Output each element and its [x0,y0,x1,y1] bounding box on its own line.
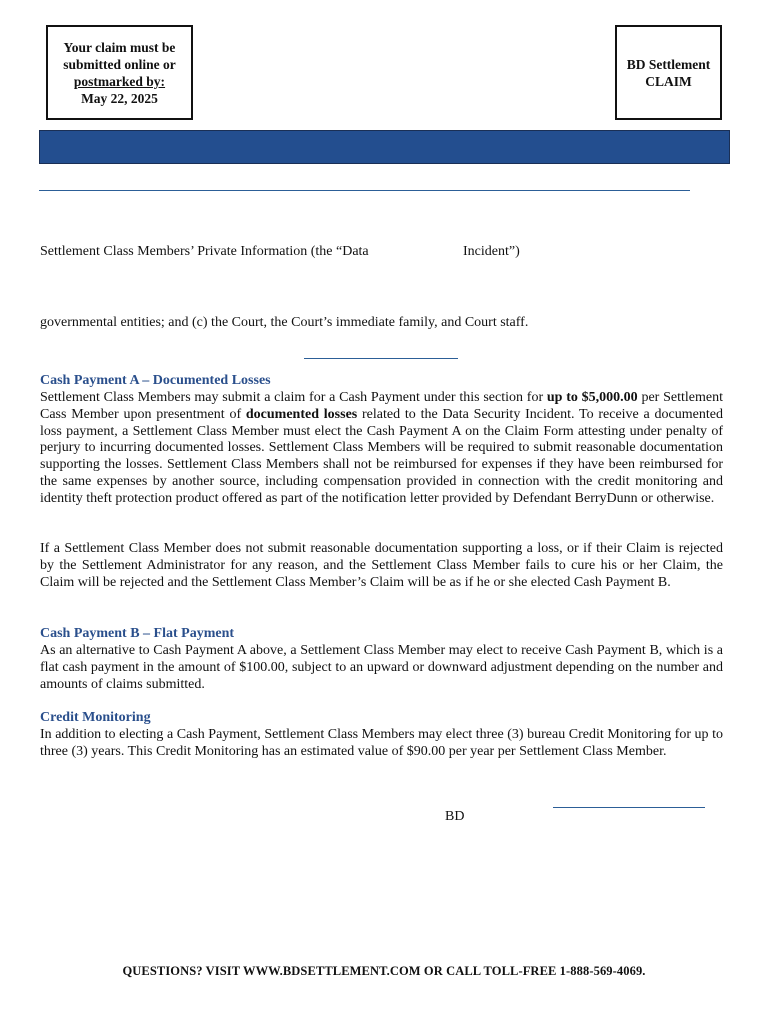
credit-monitoring-heading: Credit Monitoring [40,710,151,725]
bd-label: BD [445,809,465,824]
cash-a-amount: up to $5,000.00 [546,390,638,405]
deadline-line-2: submitted online or [63,56,176,72]
claim-deadline-box [46,25,193,120]
signature-rule [553,807,705,808]
cash-a-documented-losses: documented losses [245,406,358,422]
intro-text-part-2: Incident”) [463,244,520,259]
cash-payment-b-heading: Cash Payment B – Flat Payment [40,626,235,641]
cash-payment-a-paragraph-2: If a Settlement Class Member does not submit reasonable documentation supporting a loss, or if their Claim is rejected by the Settlement Administrator for any reason, and the Settlement Class Member fails to cure his or her Claim, the Claim will be rejected and the Settlement Class Member’s Claim will be as if he or she elected Cash Payment B. [40,541,723,590]
deadline-line-3: postmarked by: [73,73,166,89]
intro-text-part-1: Settlement Class Members’ Private Information (the “Data [40,244,369,259]
cash-a-text-3: related to the Data Security Incident. To receive a documented loss payment, a Settlement Class Member must elect the Cash Payment A on the Claim Form attesting under penalty of perjury to incurring documented losses. Settlement Class Members will be required to submit reasonable documentation supporting the losses. Settlement Class Members shall not be reimbursed for expenses if they have been reimbursed for the same expenses by another source, including compensation provided in connection with the credit monitoring and identity theft protection product offered as part of the notification letter provided by Defendant BerryDunn or otherwise. [40,406,723,506]
cash-payment-a-heading: Cash Payment A – Documented Losses [40,373,271,388]
form-title-line-2: CLAIM [645,73,692,89]
intro-text-line-2: governmental entities; and (c) the Court, the Court’s immediate family, and Court staff. [40,315,529,330]
cash-a-text-1: Settlement Class Members may submit a claim for a Cash Payment under this section for [40,390,547,405]
cash-payment-a-paragraph-1 [40,390,723,508]
cash-payment-b-paragraph: As an alternative to Cash Payment A above, a Settlement Class Member may elect to receive Cash Payment B, which is a flat cash payment in the amount of $100.00, subject to an upward or downward adjustment depending on the number and amounts of claims submitted. [40,643,723,692]
contact-footer: QUESTIONS? VISIT WWW.BDSETTLEMENT.COM OR CALL TOLL-FREE 1-888-569-4069. [122,964,646,978]
center-rule [304,358,458,359]
form-title-line-1: BD Settlement [626,56,711,72]
deadline-line-1: Your claim must be [63,39,176,55]
credit-monitoring-paragraph: In addition to electing a Cash Payment, Settlement Class Members may elect three (3) bureau Credit Monitoring for up to three (3) years. This Credit Monitoring has an estimated value of $90.00 per year per Settlement Class Member. [40,727,723,759]
section-divider-rule [39,190,690,191]
form-title-box [615,25,722,120]
deadline-date: May 22, 2025 [81,90,158,106]
header-banner-bar [39,130,730,164]
cash-a-text-2: per Settlement Cass Member upon presentment of [40,390,723,422]
